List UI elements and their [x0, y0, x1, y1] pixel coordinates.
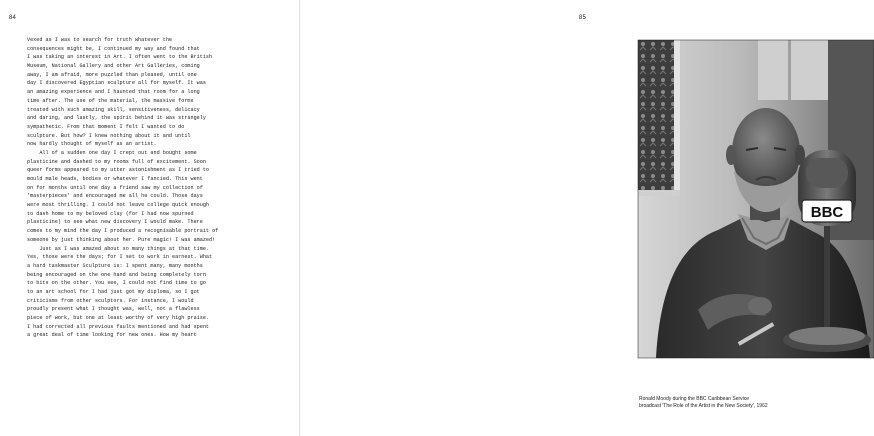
body-text: [27, 36, 283, 340]
caption-line-2: broadcast 'The Role of the Artist in the New Society', 1962: [639, 402, 768, 409]
text-line: plasticine and dashed to my rooms full of excitement. Soon: [27, 158, 206, 165]
text-line: consequences might be, I continued my way and found that: [27, 45, 200, 52]
text-line: treated with such amazing skill, sensitiveness, delicacy: [27, 106, 200, 113]
right-page: [300, 0, 844, 436]
text-line: Just as I was amazed about so many things at that time.: [27, 245, 210, 252]
portrait-photo: [638, 40, 874, 358]
text-line: were most thrilling. I could not leave college quick enough: [27, 202, 210, 209]
left-page: [0, 0, 300, 436]
bbc-microphone-label: BBC: [810, 204, 844, 221]
page-number-right: 85: [578, 15, 586, 21]
text-line: day I discovered Egyptian sculpture all for myself. It was: [27, 80, 206, 87]
photo-illustration: [638, 40, 874, 358]
text-line: I had corrected all previous faults mentioned and had spent: [27, 323, 210, 330]
photo-caption: [639, 396, 839, 409]
text-line: Yes, those were the days; for I set to work in earnest. What: [27, 254, 213, 261]
text-line: comes to my mind the day I produced a recognisable portrait of: [27, 228, 219, 235]
text-line: on for months until one day a friend saw my collection of: [27, 184, 203, 191]
text-line: I was taking an interest in Art. I often went to the British: [27, 54, 213, 61]
text-line: sympathetic. From that moment I felt I wanted to do: [27, 123, 185, 130]
page-number-left: 84: [9, 15, 17, 21]
text-line: sculpture. But how? I knew nothing about it and until: [27, 132, 191, 139]
text-line: to dash home to my beloved clay (for I had now spurned: [27, 210, 194, 217]
text-line: Museum, National Gallery and other Art Galleries, coming: [27, 63, 200, 70]
text-line: a hard taskmaster Sculpture is: I spent many, many months: [27, 262, 203, 269]
text-line: Vexed as I was to search for truth whatever the: [27, 37, 172, 43]
text-line: an amazing experience and I haunted that room for a long: [27, 89, 200, 96]
text-line: queer forms appeared to my utter astonishment as I tried to: [27, 167, 210, 174]
text-line: All of a sudden one day I crept out and bought some: [27, 149, 197, 156]
text-line: piece of work, but one at least worthy of very high praise.: [27, 315, 210, 321]
text-line: away, I am afraid, more puzzled than pleased, until one: [27, 71, 197, 78]
text-line: 'masterpieces' and encouraged me all he could. Those days: [27, 193, 203, 200]
caption-line-1: Ronald Moody during the BBC Caribbean Service: [639, 396, 750, 402]
text-line: proudly present what I thought was, well, not a flawless: [27, 306, 200, 313]
text-line: plasticine) to see what new discovery I would make. There: [27, 219, 203, 226]
text-line: time after. The use of the material, the massive forms: [27, 97, 194, 104]
text-line: now hardly thought of myself as an artist.: [27, 141, 157, 148]
text-line: a great deal of time looking for new ones. How my heart: [27, 332, 197, 339]
text-line: mould male heads, bodies or whatever I fancied. This went: [27, 176, 203, 182]
text-line: to an art school for I had just got my diploma, so I got: [27, 288, 200, 295]
text-line: criticisms from other sculptors. For instance, I would: [27, 297, 194, 304]
text-line: to bits on the other. You see, I could not find time to go: [27, 280, 206, 287]
text-line: being encouraged on the one hand and being completely torn: [27, 271, 206, 278]
text-line: and daring, and lastly, the spirit behind it was strangely: [27, 115, 206, 122]
text-line: someone by just thinking about her. Pure magic! I was amazed!: [27, 236, 216, 243]
